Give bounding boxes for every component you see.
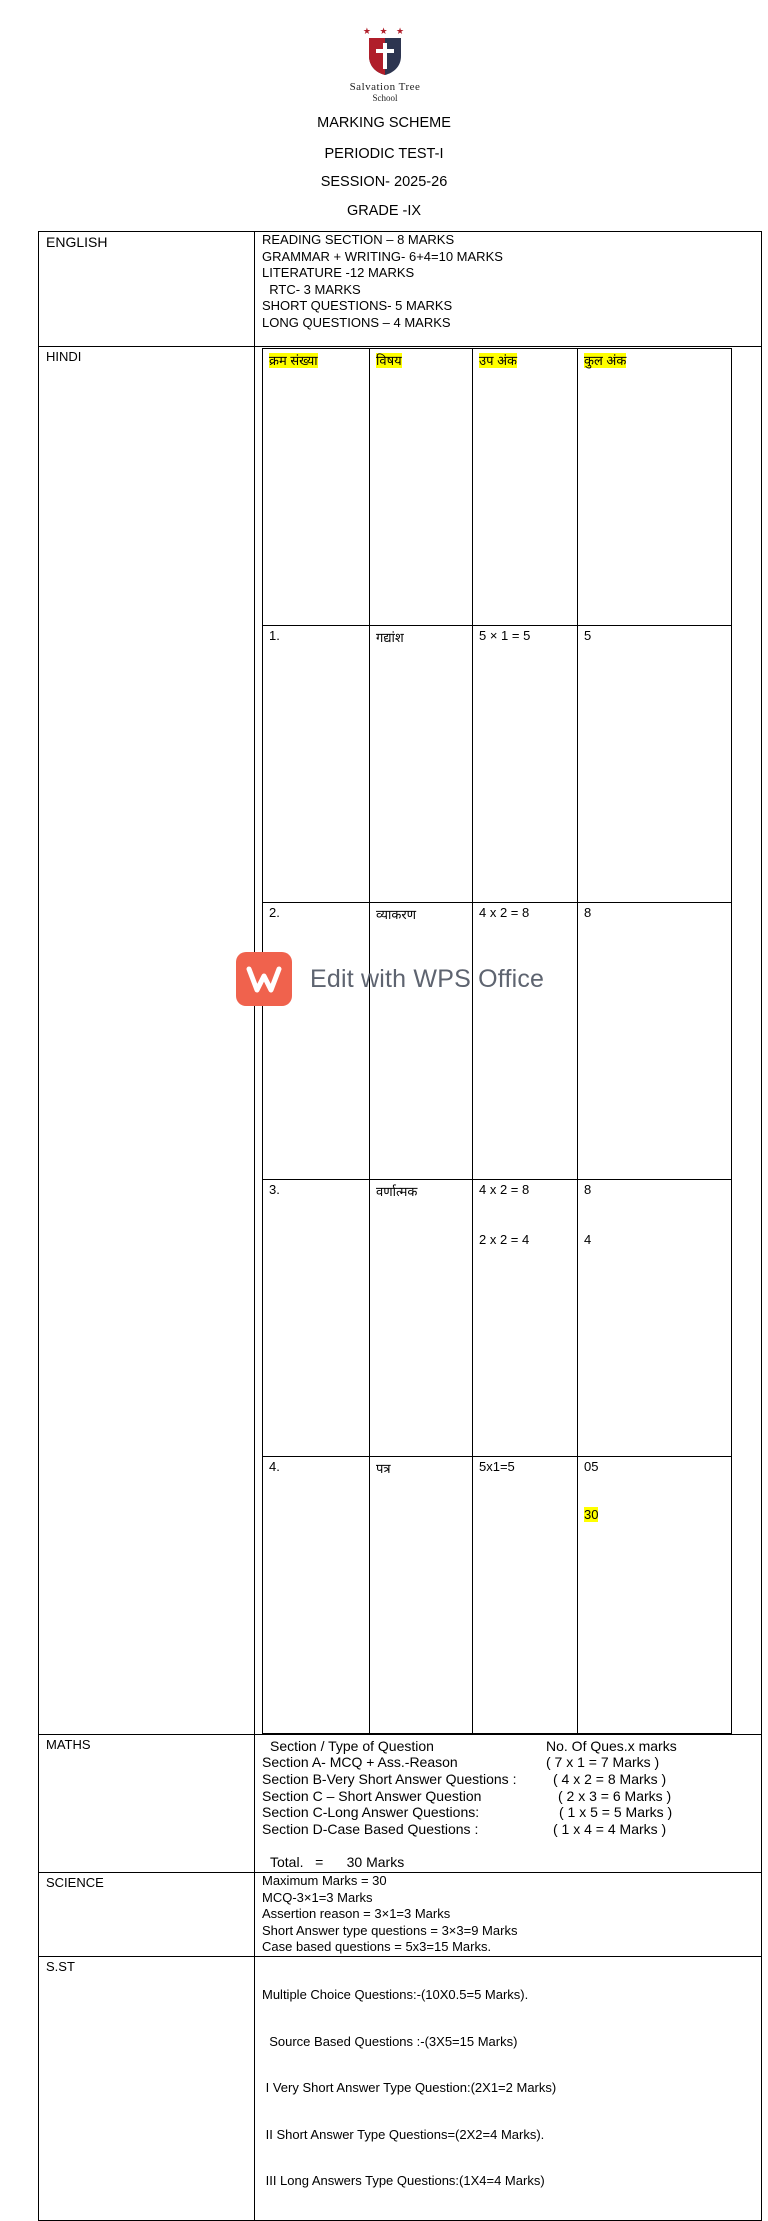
science-line: Short Answer type questions = 3×3=9 Marks (262, 1922, 518, 1938)
school-subtitle: School (372, 93, 398, 103)
maths-section: Section C – Short Answer Question (262, 1787, 482, 1804)
hindi-total-cell (578, 1180, 732, 1457)
table-row (263, 1457, 732, 1734)
maths-row (39, 1735, 762, 1873)
grade-title: GRADE -IX (346, 203, 422, 219)
hindi-sub: 5 × 1 = 5 (473, 626, 578, 903)
hindi-header-row (263, 349, 732, 626)
hindi-header-sub: उप अंक (479, 353, 518, 368)
sst-line: Source Based Questions :-(3X5=15 Marks) (262, 2033, 518, 2049)
hindi-sub: 2 x 2 = 4 (479, 1232, 530, 1247)
sst-subject: S.ST (39, 1957, 255, 2221)
hindi-header-sno: क्रम संख्या (269, 353, 318, 368)
sst-line: I Very Short Answer Type Question:(2X1=2 Marks) (262, 2080, 557, 2095)
maths-header (262, 1735, 761, 1754)
english-content (255, 232, 762, 347)
maths-marks: ( 4 x 2 = 8 Marks ) (553, 1770, 667, 1787)
school-name: Salvation Tree (349, 81, 421, 93)
sst-line: II Short Answer Type Questions=(2X2=4 Marks). (262, 2126, 545, 2142)
sst-row (39, 1957, 762, 2221)
maths-section: Section A- MCQ + Ass.-Reason (262, 1754, 458, 1770)
maths-content (255, 1735, 762, 1873)
hindi-sno: 4. (263, 1457, 370, 1734)
maths-marks: ( 7 x 1 = 7 Marks ) (546, 1754, 660, 1770)
english-subject: ENGLISH (39, 232, 255, 347)
hindi-marks-table (262, 348, 732, 1734)
science-line: MCQ-3×1=3 Marks (262, 1889, 373, 1905)
hindi-total: 4 (584, 1232, 592, 1247)
school-logo (340, 26, 430, 102)
hindi-total: 05 (584, 1459, 599, 1474)
hindi-total: 8 (578, 903, 732, 1180)
hindi-total-cell (578, 1457, 732, 1734)
shield-crest-icon (367, 36, 403, 76)
science-content (255, 1873, 762, 1957)
maths-total: Total. = 30 Marks (270, 1853, 405, 1870)
hindi-header-topic: विषय (376, 353, 402, 368)
hindi-topic: व्याकरण (370, 903, 473, 1180)
list-item (262, 1821, 761, 1838)
table-row (263, 1180, 732, 1457)
science-line: Assertion reason = 3×1=3 Marks (262, 1906, 451, 1921)
english-line: LITERATURE -12 MARKS (262, 265, 415, 280)
list-item (262, 1788, 761, 1805)
hindi-topic: वर्णात्मक (370, 1180, 473, 1457)
hindi-topic: पत्र (370, 1457, 473, 1734)
hindi-topic: गद्यांश (370, 626, 473, 903)
hindi-header-total: कुल अंक (584, 353, 627, 368)
hindi-sub-cell (473, 1180, 578, 1457)
hindi-sub: 4 x 2 = 8 (479, 1182, 530, 1197)
wps-edit-label: Edit with WPS Office (310, 964, 545, 993)
english-row (39, 232, 762, 347)
wps-edit-banner[interactable] (236, 952, 566, 1006)
hindi-sno: 1. (263, 626, 370, 903)
hindi-sub: 4 x 2 = 8 (473, 903, 578, 1180)
hindi-content (255, 347, 762, 1735)
test-title: PERIODIC TEST-I (324, 146, 444, 162)
maths-marks: ( 1 x 5 = 5 Marks ) (559, 1804, 673, 1821)
marking-scheme-title: MARKING SCHEME (317, 115, 451, 131)
maths-section: Section D-Case Based Questions : (262, 1821, 479, 1838)
science-line: Case based questions = 5x3=15 Marks. (262, 1939, 492, 1954)
maths-section: Section B-Very Short Answer Questions : (262, 1770, 517, 1787)
maths-marks: ( 2 x 3 = 6 Marks ) (558, 1787, 672, 1804)
table-row (263, 903, 732, 1180)
table-row (263, 626, 732, 903)
science-row (39, 1873, 762, 1957)
hindi-sno: 2. (263, 903, 370, 1180)
list-item (262, 1754, 761, 1771)
logo-stars: ★ ★ ★ (362, 26, 408, 36)
list-item (262, 1804, 761, 1821)
sst-content (255, 1957, 762, 2221)
english-line: RTC- 3 MARKS (262, 281, 361, 297)
marking-table (38, 231, 762, 2221)
hindi-total: 5 (578, 626, 732, 903)
maths-header-right: No. Of Ques.x marks (546, 1738, 677, 1754)
maths-subject: MATHS (39, 1735, 255, 1873)
sst-line: III Long Answers Type Questions:(1X4=4 Marks) (262, 2173, 545, 2188)
hindi-sub: 5x1=5 (473, 1457, 578, 1734)
list-item (262, 1771, 761, 1788)
maths-section: Section C-Long Answer Questions: (262, 1804, 480, 1821)
hindi-sno: 3. (263, 1180, 370, 1457)
wps-logo-icon (236, 952, 292, 1006)
sst-line: Multiple Choice Questions:-(10X0.5=5 Marks). (262, 1987, 529, 2002)
english-line: LONG QUESTIONS – 4 MARKS (262, 314, 451, 330)
hindi-row (39, 347, 762, 1735)
science-subject: SCIENCE (39, 1873, 255, 1957)
english-line: GRAMMAR + WRITING- 6+4=10 MARKS (262, 248, 503, 264)
hindi-grand-total: 30 (584, 1507, 599, 1522)
maths-header-left: Section / Type of Question (270, 1738, 434, 1754)
hindi-subject: HINDI (39, 347, 255, 1735)
maths-marks: ( 1 x 4 = 4 Marks ) (553, 1821, 667, 1838)
english-line: SHORT QUESTIONS- 5 MARKS (262, 298, 453, 313)
session-title: SESSION- 2025-26 (320, 174, 448, 190)
wps-w-icon (236, 952, 292, 1006)
science-line: Maximum Marks = 30 (262, 1873, 387, 1888)
english-line: READING SECTION – 8 MARKS (262, 232, 455, 247)
hindi-total: 8 (584, 1182, 592, 1197)
